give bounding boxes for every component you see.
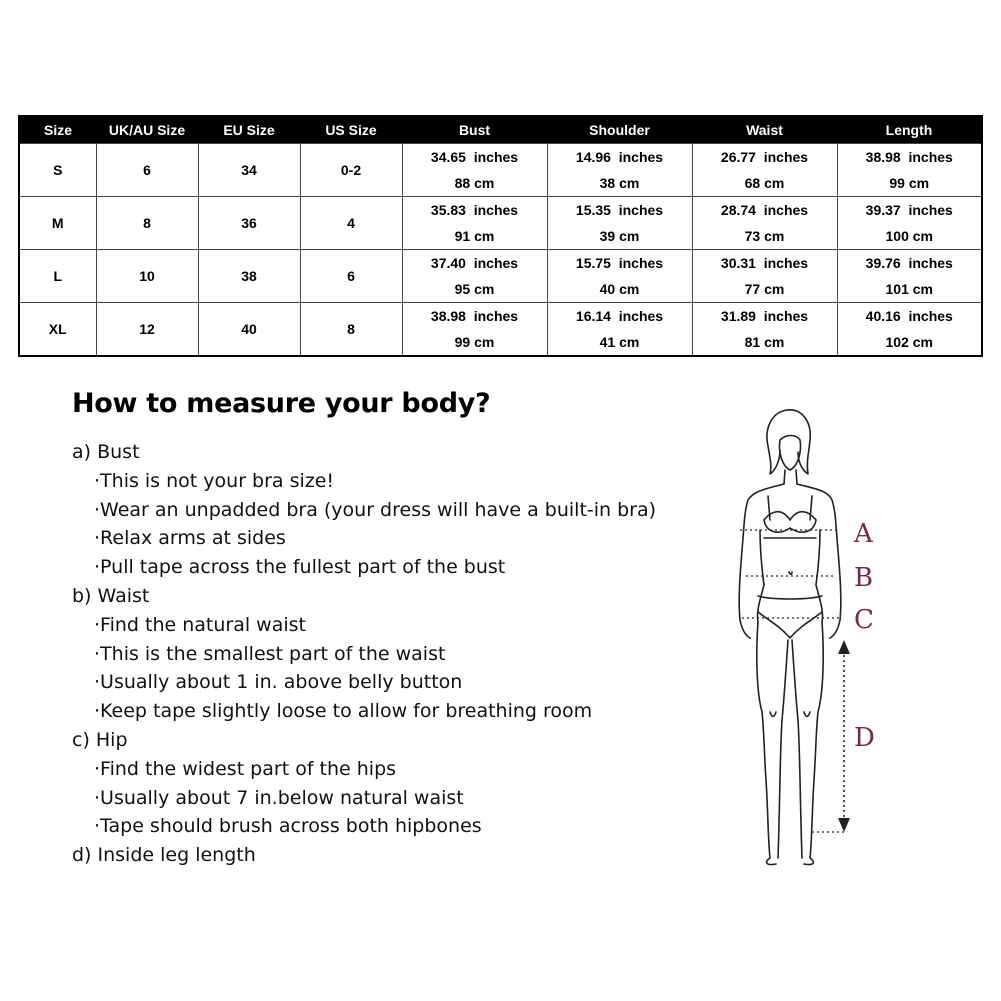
cell-waist-cm: 77 cm (692, 276, 837, 303)
cell-uk-au: 12 (96, 303, 198, 357)
table-row-xl (19, 303, 982, 330)
cell-us: 8 (300, 303, 402, 357)
cell-length-cm: 101 cm (837, 276, 982, 303)
header-shoulder: Shoulder (547, 116, 692, 144)
cell-bust-inches: 34.65 inches (402, 144, 547, 171)
header-waist: Waist (692, 116, 837, 144)
header-us-size: US Size (300, 116, 402, 144)
table-row-l (19, 250, 982, 277)
cell-size: M (19, 197, 96, 250)
header-uk-au-size: UK/AU Size (96, 116, 198, 144)
cell-shoulder-inches: 16.14 inches (547, 303, 692, 330)
cell-shoulder-cm: 41 cm (547, 329, 692, 356)
instruction-item: ·Find the widest part of the hips (94, 757, 397, 780)
instruction-item: ·Relax arms at sides (94, 527, 286, 550)
cell-us: 6 (300, 250, 402, 303)
cell-shoulder-inches: 15.75 inches (547, 250, 692, 277)
guide-title: How to measure your body? (72, 388, 491, 419)
cell-length-inches: 40.16 inches (837, 303, 982, 330)
cell-length-cm: 102 cm (837, 329, 982, 356)
cell-uk-au: 8 (96, 197, 198, 250)
label-b: B (854, 563, 874, 593)
label-c: C (854, 605, 874, 635)
instruction-item: ·This is the smallest part of the waist (94, 642, 446, 665)
section-waist-heading: b) Waist (72, 584, 150, 607)
instruction-item: ·Wear an unpadded bra (your dress will have a built-in bra) (94, 498, 657, 521)
cell-bust-inches: 37.40 inches (402, 250, 547, 277)
table-row-m (19, 197, 982, 224)
cell-shoulder-cm: 40 cm (547, 276, 692, 303)
cell-shoulder-inches: 15.35 inches (547, 197, 692, 224)
instruction-item: ·Usually about 1 in. above belly button (94, 671, 463, 694)
cell-waist-inches: 28.74 inches (692, 197, 837, 224)
header-bust: Bust (402, 116, 547, 144)
table-header-row (19, 116, 982, 144)
measuring-instructions (72, 438, 712, 870)
cell-bust-cm: 95 cm (402, 276, 547, 303)
cell-bust-cm: 99 cm (402, 329, 547, 356)
measurement-guides (740, 530, 844, 832)
table-row-s (19, 144, 982, 171)
section-hip-heading: c) Hip (72, 728, 128, 751)
instruction-item: ·Keep tape slightly loose to allow for breathing room (94, 700, 593, 723)
section-bust-heading: a) Bust (72, 441, 140, 463)
cell-size: S (19, 144, 96, 197)
cell-bust-inches: 35.83 inches (402, 197, 547, 224)
label-d: D (854, 723, 875, 753)
instruction-item: ·This is not your bra size! (94, 469, 335, 492)
body-measurement-figure (712, 400, 912, 870)
instruction-item: ·Pull tape across the fullest part of the bust (94, 556, 506, 579)
cell-eu: 38 (198, 250, 300, 303)
cell-us: 0-2 (300, 144, 402, 197)
cell-size: XL (19, 303, 96, 357)
instruction-item: ·Tape should brush across both hipbones (94, 815, 482, 838)
cell-shoulder-cm: 39 cm (547, 223, 692, 250)
cell-bust-cm: 91 cm (402, 223, 547, 250)
cell-waist-inches: 30.31 inches (692, 250, 837, 277)
cell-waist-cm: 73 cm (692, 223, 837, 250)
cell-size: L (19, 250, 96, 303)
cell-us: 4 (300, 197, 402, 250)
cell-waist-inches: 31.89 inches (692, 303, 837, 330)
header-eu-size: EU Size (198, 116, 300, 144)
header-length: Length (837, 116, 982, 144)
cell-shoulder-cm: 38 cm (547, 170, 692, 197)
section-inside-leg-heading: d) Inside leg length (72, 844, 256, 867)
cell-waist-cm: 68 cm (692, 170, 837, 197)
cell-bust-cm: 88 cm (402, 170, 547, 197)
cell-length-cm: 99 cm (837, 170, 982, 197)
cell-length-inches: 39.76 inches (837, 250, 982, 277)
cell-uk-au: 10 (96, 250, 198, 303)
label-a: A (854, 519, 873, 549)
cell-shoulder-inches: 14.96 inches (547, 144, 692, 171)
cell-eu: 34 (198, 144, 300, 197)
size-chart-table (18, 115, 983, 357)
cell-eu: 40 (198, 303, 300, 357)
cell-length-inches: 39.37 inches (837, 197, 982, 224)
cell-length-cm: 100 cm (837, 223, 982, 250)
cell-eu: 36 (198, 197, 300, 250)
cell-length-inches: 38.98 inches (837, 144, 982, 171)
instruction-item: ·Usually about 7 in.below natural waist (94, 786, 464, 809)
cell-bust-inches: 38.98 inches (402, 303, 547, 330)
cell-waist-cm: 81 cm (692, 329, 837, 356)
cell-waist-inches: 26.77 inches (692, 144, 837, 171)
inside-leg-arrow (838, 640, 850, 832)
cell-uk-au: 6 (96, 144, 198, 197)
body-outline (739, 410, 841, 865)
instruction-item: ·Find the natural waist (94, 613, 306, 636)
header-size: Size (19, 116, 96, 144)
